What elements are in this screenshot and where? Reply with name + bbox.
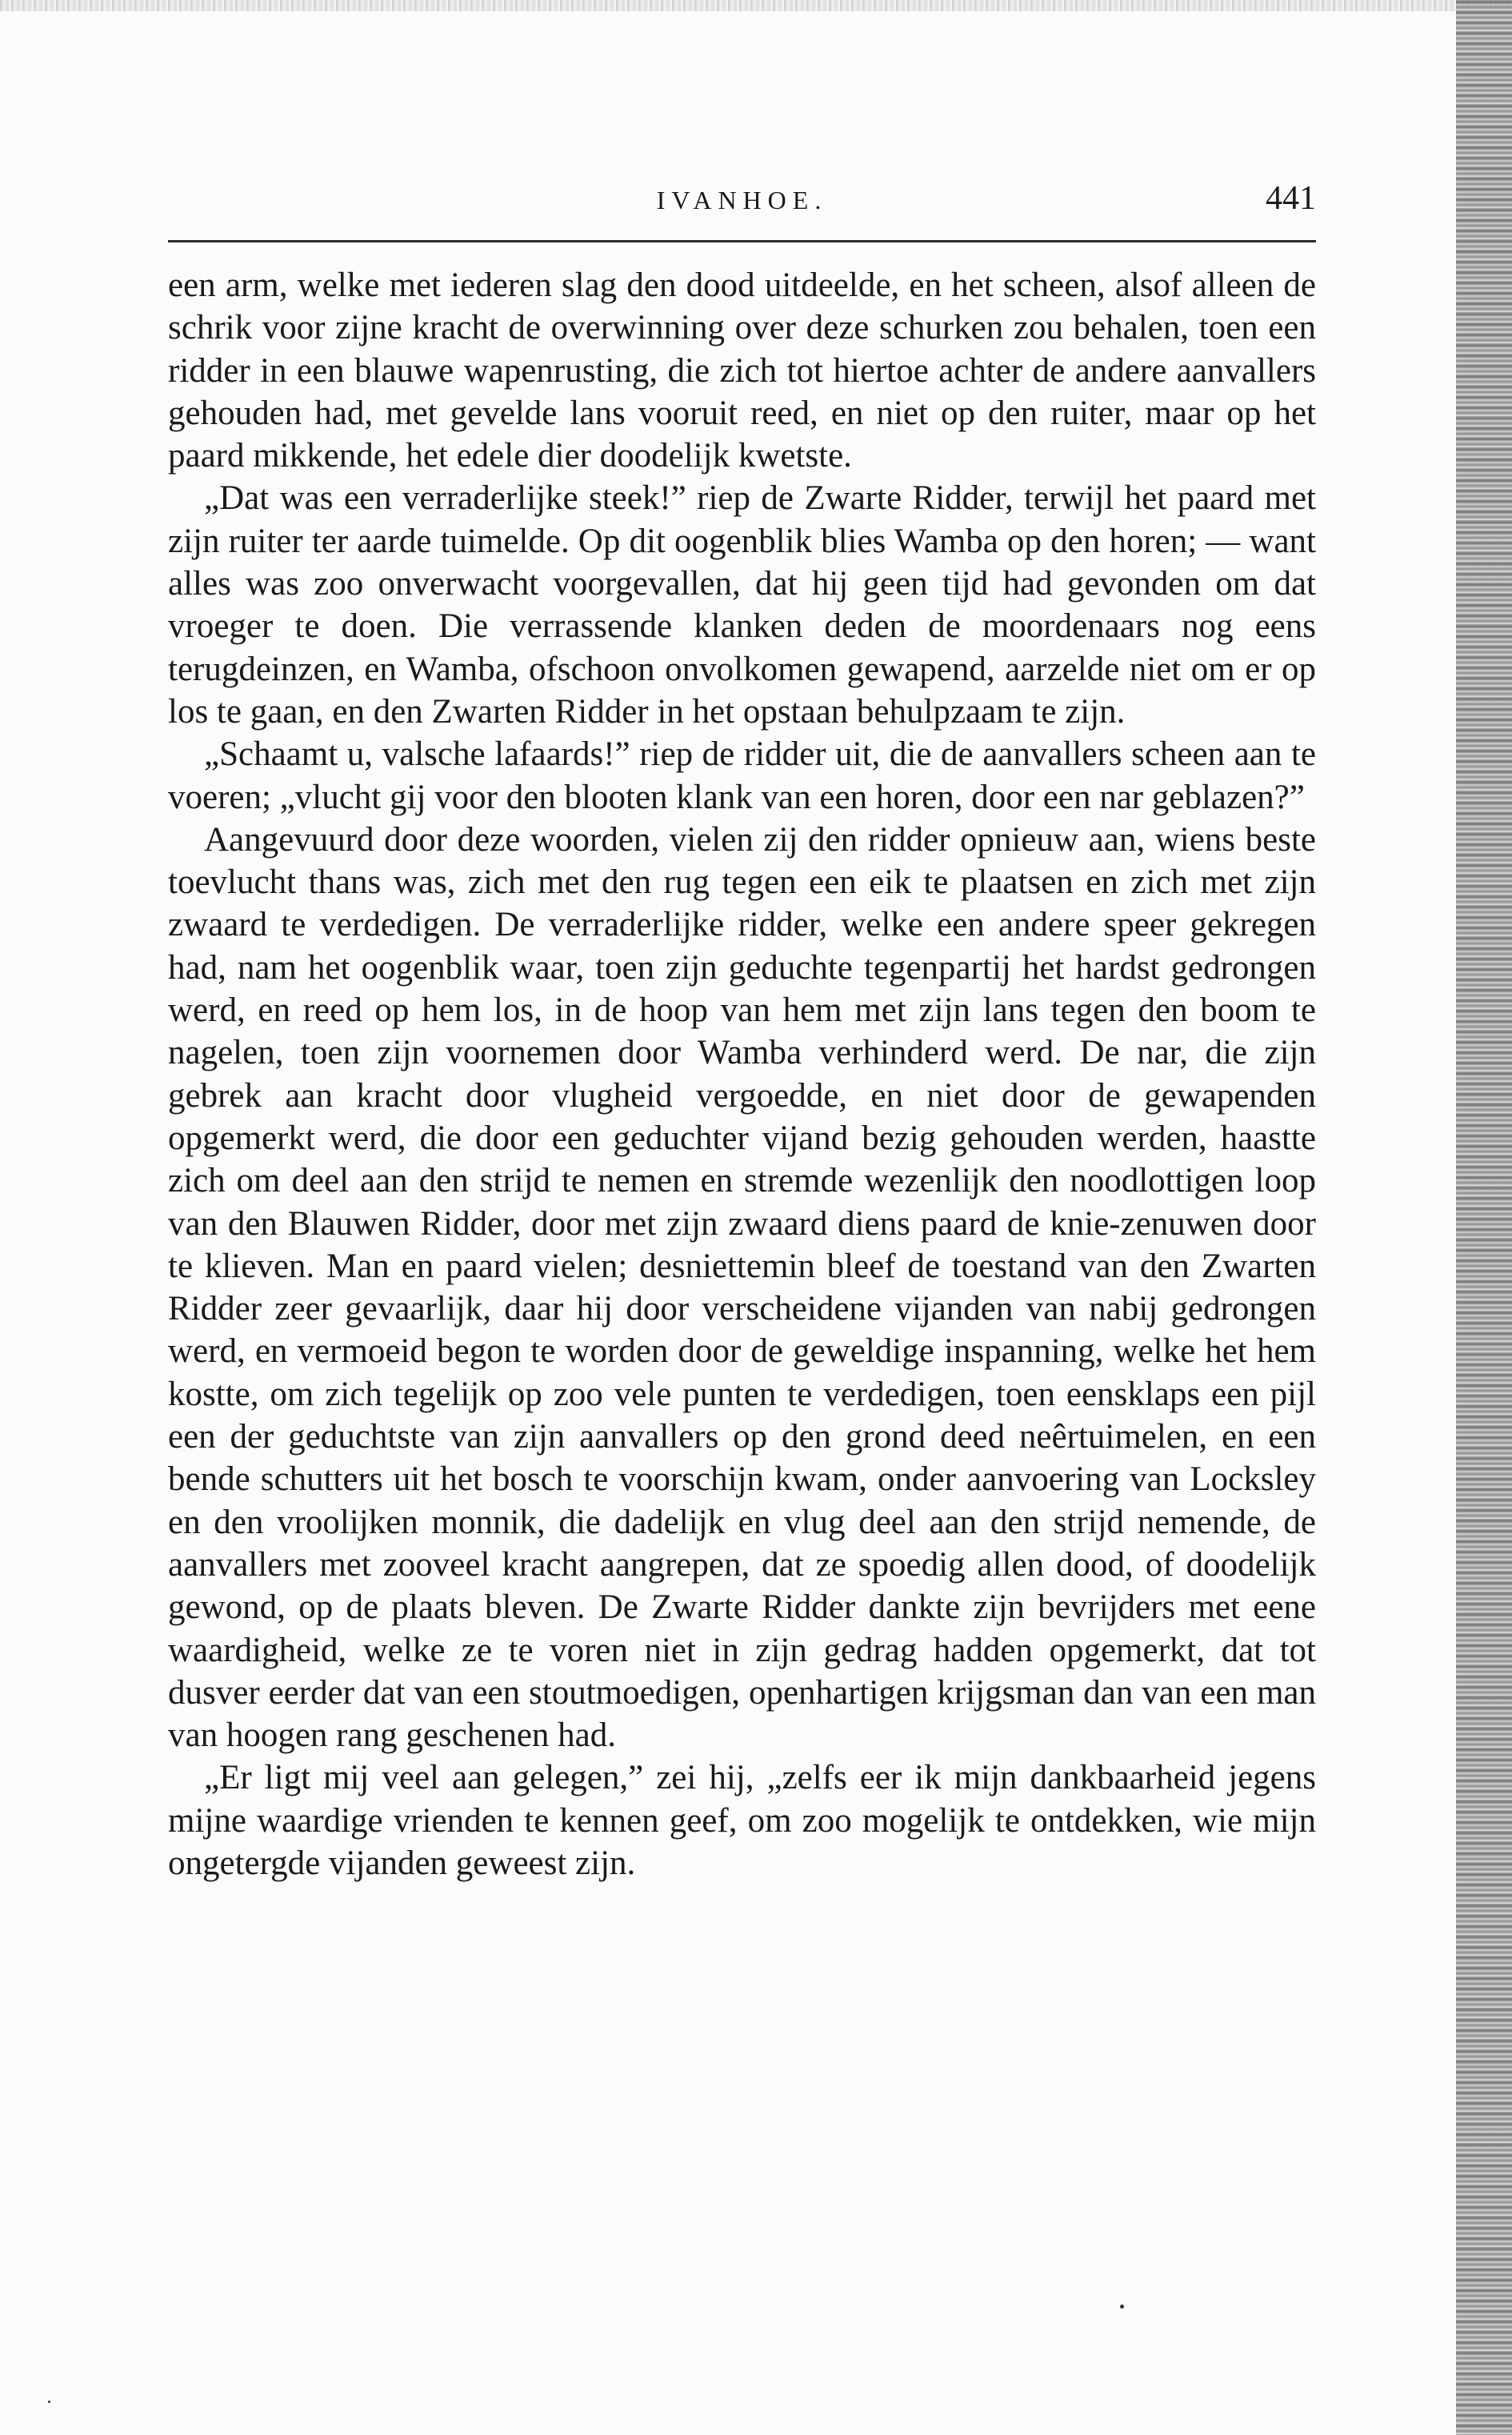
print-speck (1120, 2305, 1124, 2309)
scan-edge-right (1456, 0, 1512, 2435)
page-number: 441 (1266, 180, 1316, 217)
print-speck (48, 2401, 50, 2403)
body-text (168, 264, 1316, 1884)
paragraph-1: een arm, welke met iederen slag den dood uitdeelde, en het scheen, alsof alleen de schrik voor zijne kracht de overwinning over deze schurken zou behalen, toen een ridder in een blauwe wapenrusting, die zich tot hiertoe achter de andere aanvallers gehouden had, met gevelde lans vooruit reed, en niet op den ruiter, maar op het paard mikkende, het edele dier doodelijk kwetste. (168, 266, 1316, 475)
paragraph-5: „Er ligt mij veel aan gelegen,” zei hij, „zelfs eer ik mijn dankbaarheid jegens mijne waardige vrienden te kennen geef, om zoo mogelijk te ontdekken, wie mijn ongetergde vijanden geweest zijn. (168, 1759, 1316, 1882)
header-rule (168, 240, 1316, 242)
running-title: IVANHOE. (656, 186, 828, 214)
scan-edge-top (0, 0, 1512, 11)
paragraph-3: „Schaamt u, valsche lafaards!” riep de ridder uit, die de aanvallers scheen aan te voeren; „vlucht gij voor den blooten klank van een horen, door een nar geblazen?” (168, 735, 1316, 816)
paragraph-2: „Dat was een verraderlijke steek!” riep de Zwarte Ridder, terwijl het paard met zijn ruiter ter aarde tuimelde. Op dit oogenblik blies Wamba op den horen; — want alles was zoo onverwacht voorgevallen, dat hij geen tijd had gevonden om dat vroeger te doen. Die verrassende klanken deden de moordenaars nog eens terugdeinzen, en Wamba, ofschoon onvolkomen gewapend, aarzelde niet om er op los te gaan, en den Zwarten Ridder in het opstaan behulpzaam te zijn. (168, 479, 1316, 731)
paragraph-4: Aangevuurd door deze woorden, vielen zij den ridder opnieuw aan, wiens beste toevlucht thans was, zich met den rug tegen een eik te plaatsen en zich met zijn zwaard te verdedigen. De verraderlijke ridder, welke een andere speer gekregen had, nam het oogenblik waar, toen zijn geduchte tegenpartij het hardst gedrongen werd, en reed op hem los, in de hoop van hem met zijn lans tegen den boom te nagelen, toen zijn voornemen door Wamba verhinderd werd. De nar, die zijn gebrek aan kracht door vlugheid vergoedde, en niet door de gewapenden opgemerkt werd, die door een geduchter vijand bezig gehouden werden, haastte zich om deel aan den strijd te nemen en stremde wezenlijk den noodlottigen loop van den Blauwen Ridder, door met zijn zwaard diens paard de knie-zenuwen door te klieven. Man en paard vielen; desniettemin bleef de toestand van den Zwarten Ridder zeer gevaarlijk, daar hij door verscheidene vijanden van nabij gedrongen werd, en vermoeid begon te worden door de geweldige inspanning, welke het hem kostte, om zich tegelijk op zoo vele punten te verdedigen, toen eensklaps een pijl een der geduchtste van zijn aanvallers op den grond deed neêrtuimelen, en een bende schutters uit het bosch te voorschijn kwam, onder aanvoering van Locksley en den vroolijken monnik, die dadelijk en vlug deel aan den strijd nemende, de aanvallers met zooveel kracht aangrepen, dat ze spoedig allen dood, of doodelijk gewond, op de plaats bleven. De Zwarte Ridder dankte zijn bevrijders met eene waardigheid, welke ze te voren niet in zijn gedrag hadden opgemerkt, dat tot dusver eerder dat van een stoutmoedigen, openhartigen krijgsman dan van een man van hoogen rang geschenen had. (168, 820, 1316, 1755)
page-header (168, 179, 1316, 230)
